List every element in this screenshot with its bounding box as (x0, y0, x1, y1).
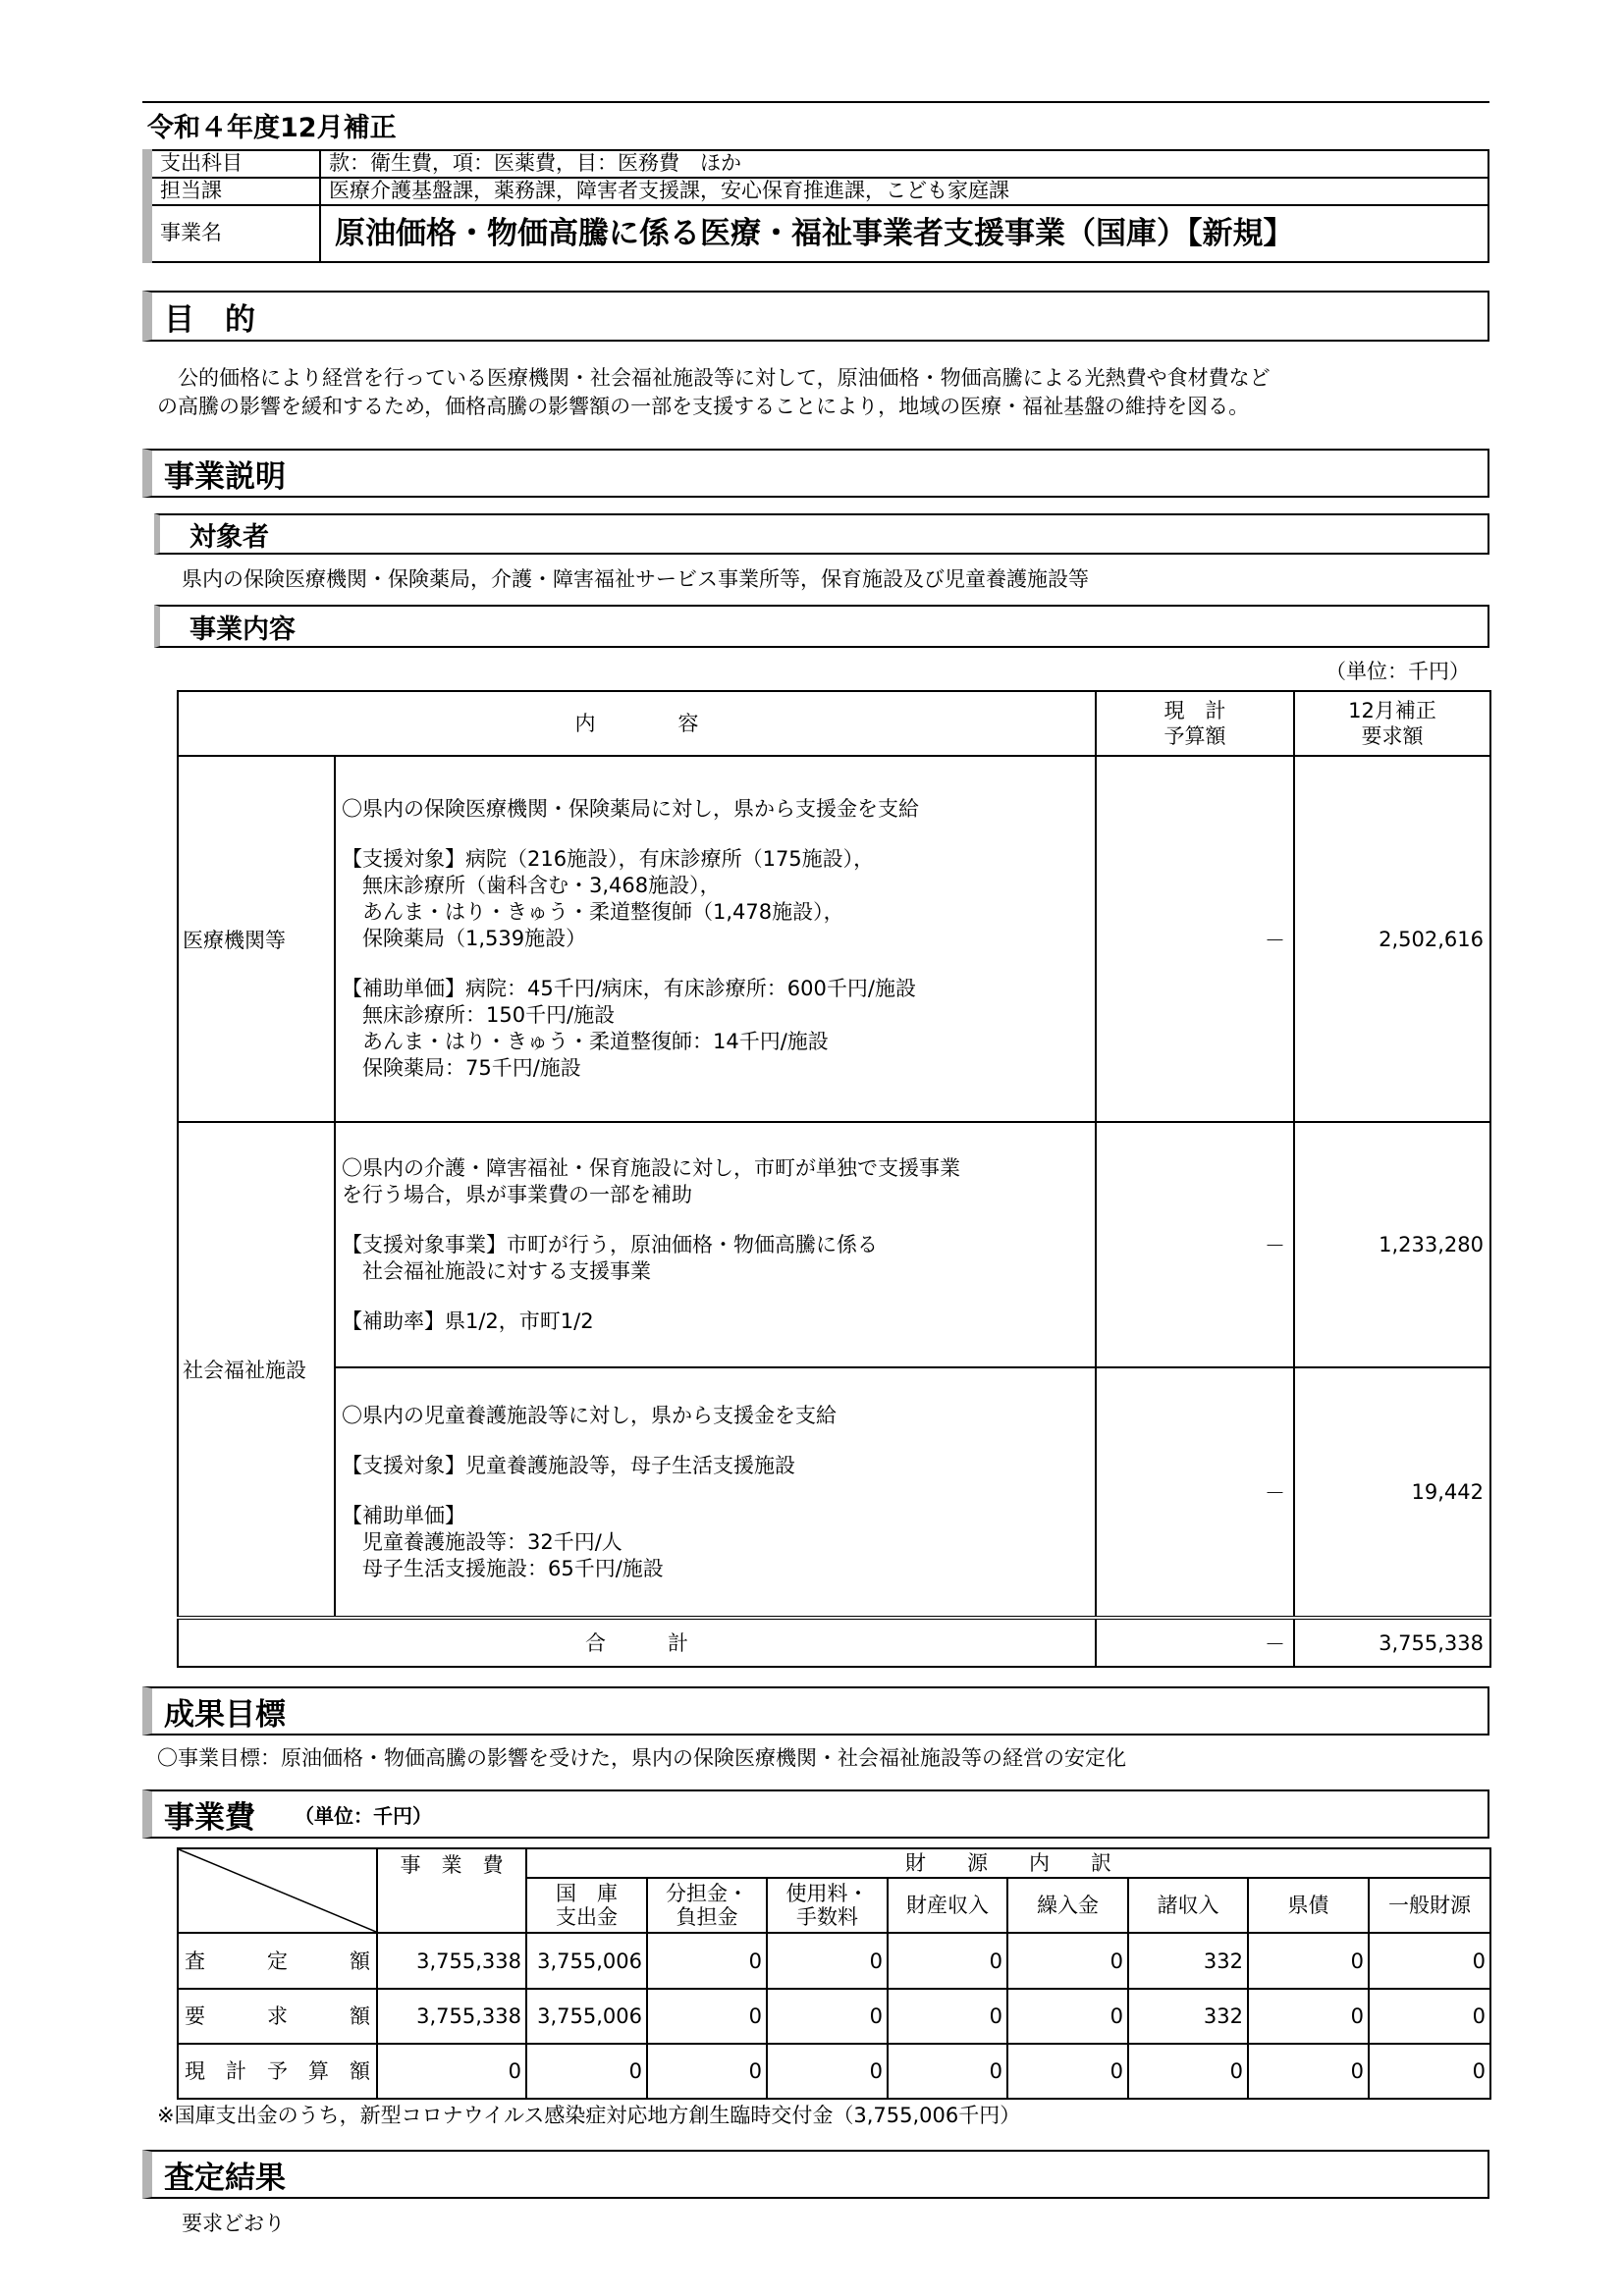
col-request-header-line: 要求額 (1361, 724, 1424, 748)
header-table (142, 149, 1489, 263)
col-header: 一般財源 (1369, 1878, 1490, 1933)
top-rule (142, 101, 1489, 103)
col-header (767, 1878, 888, 1933)
outcome-heading: 成果目標 (142, 1686, 1489, 1735)
cost-value: 0 (647, 2044, 767, 2099)
outcome-text: 〇事業目標：原油価格・物価高騰の影響を受けた，県内の保険医療機関・社会福祉施設等の経営の安定化 (157, 1746, 1126, 1770)
col-header: 財産収入 (888, 1878, 1007, 1933)
col-header-line: 分担金・ (666, 1882, 748, 1905)
cost-value: 332 (1128, 1933, 1248, 1989)
table-row (178, 756, 1490, 1122)
current-budget-cell: － (1096, 1122, 1294, 1367)
cost-value: 0 (767, 2044, 888, 2099)
cost-value: 3,755,006 (526, 1933, 647, 1989)
table-header-row (178, 691, 1490, 756)
cost-value: 0 (1369, 1989, 1490, 2044)
col-header-line: 負担金 (676, 1905, 738, 1929)
header-row (147, 150, 1488, 178)
content-line: を行う場合，県が事業費の一部を補助 (342, 1182, 692, 1206)
col-request-header-line: 12月補正 (1348, 699, 1436, 722)
cost-value: 0 (1128, 2044, 1248, 2099)
cost-total: 0 (377, 2044, 526, 2099)
col-header (526, 1878, 647, 1933)
cost-value: 0 (888, 1989, 1007, 2044)
content-line: あんま・はり・きゅう・柔道整復師（1,478施設）， (342, 900, 844, 924)
cost-total: 3,755,338 (377, 1933, 526, 1989)
result-text: 要求どおり (182, 2212, 285, 2235)
corner-cell (178, 1848, 377, 1933)
content-line: 〇県内の児童養護施設等に対し，県から支援金を支給 (342, 1403, 837, 1427)
header-label: 支出科目 (147, 150, 320, 178)
table-row (178, 1122, 1490, 1367)
content-line: 保険薬局（1,539施設） (342, 927, 587, 950)
category-cell: 社会福祉施設 (178, 1122, 335, 1618)
total-label: 合 計 (178, 1618, 1096, 1667)
cost-value: 0 (1007, 1933, 1128, 1989)
content-cell (335, 1122, 1096, 1367)
cost-total: 3,755,338 (377, 1989, 526, 2044)
total-current: － (1096, 1618, 1294, 1667)
cost-value: 0 (647, 1933, 767, 1989)
request-amount-cell: 19,442 (1294, 1367, 1490, 1618)
content-line: 【支援対象】病院（216施設），有床診療所（175施設）， (342, 847, 875, 871)
col-header: 諸収入 (1128, 1878, 1248, 1933)
col-header: 繰入金 (1007, 1878, 1128, 1933)
cost-table (177, 1847, 1491, 2100)
purpose-text (157, 364, 1271, 421)
col-group-header: 財 源 内 訳 (526, 1848, 1490, 1878)
row-label: 査定額 (178, 1933, 377, 1989)
content-line: 【支援対象】児童養護施設等，母子生活支援施設 (342, 1453, 795, 1477)
category-cell: 医療機関等 (178, 756, 335, 1122)
col-header-line: 手数料 (796, 1905, 858, 1929)
cost-value: 0 (1007, 2044, 1128, 2099)
row-label: 現計予算額 (178, 2044, 377, 2099)
content-line: 児童養護施設等：32千円/人 (342, 1529, 622, 1554)
cost-value: 0 (647, 1989, 767, 2044)
cost-value: 0 (526, 2044, 647, 2099)
table-row (178, 1367, 1490, 1618)
header-label: 担当課 (147, 178, 320, 205)
cost-value: 0 (888, 1933, 1007, 1989)
col-header-line: 国 庫 (556, 1882, 618, 1905)
row-label: 要求額 (178, 1989, 377, 2044)
content-line: 【補助率】県1/2，市町1/2 (342, 1308, 594, 1333)
document-title: 令和４年度12月補正 (147, 113, 397, 143)
cost-value: 0 (888, 2044, 1007, 2099)
project-name: 原油価格・物価高騰に係る医療・福祉事業者支援事業（国庫）【新規】 (320, 205, 1488, 262)
cost-header-row (178, 1848, 1490, 1878)
col-header-line: 支出金 (556, 1905, 618, 1929)
cost-heading (142, 1789, 1489, 1839)
cost-value: 3,755,006 (526, 1989, 647, 2044)
content-heading: 事業内容 (154, 605, 1489, 648)
result-heading: 査定結果 (142, 2150, 1489, 2199)
current-budget-cell: － (1096, 1367, 1294, 1618)
content-line: 【補助単価】病院：45千円/病床，有床診療所：600千円/施設 (342, 977, 916, 1000)
content-cell (335, 1367, 1096, 1618)
cost-heading-label: 事業費 (164, 1799, 255, 1836)
unit-label: （単位：千円） (1325, 660, 1470, 683)
content-line: 〇県内の介護・障害福祉・保育施設に対し，市町が単独で支援事業 (342, 1155, 960, 1180)
col-current-header-line: 予算額 (1163, 724, 1226, 748)
content-line: 無床診療所：150千円/施設 (342, 1003, 616, 1027)
cost-value: 0 (767, 1933, 888, 1989)
content-line: 母子生活支援施設：65千円/施設 (342, 1556, 664, 1580)
cost-value: 0 (1248, 1989, 1369, 2044)
cost-value: 0 (1248, 1933, 1369, 1989)
purpose-line: 公的価格により経営を行っている医療機関・社会福祉施設等に対して，原油価格・物価高騰による光熱費や食材費など (157, 366, 1271, 390)
cost-row (178, 2044, 1490, 2099)
diagonal-line (179, 1849, 376, 1932)
target-heading: 対象者 (154, 513, 1489, 555)
content-line: 【支援対象事業】市町が行う，原油価格・物価高騰に係る (342, 1232, 878, 1256)
cost-unit: （単位：千円） (295, 1803, 432, 1828)
purpose-heading: 目 的 (142, 291, 1489, 342)
cost-value: 332 (1128, 1989, 1248, 2044)
content-line: 【補助単価】 (342, 1503, 465, 1527)
header-label: 事業名 (147, 205, 320, 262)
content-line: 〇県内の保険医療機関・保険薬局に対し，県から支援金を支給 (342, 797, 919, 821)
request-amount-cell: 2,502,616 (1294, 756, 1490, 1122)
content-cell (335, 756, 1096, 1122)
col-header (647, 1878, 767, 1933)
col-content-header: 内 容 (178, 691, 1096, 756)
cost-value: 0 (1369, 1933, 1490, 1989)
cost-note: ※国庫支出金のうち，新型コロナウイルス感染症対応地方創生臨時交付金（3,755,006千円） (157, 2104, 1021, 2127)
header-value: 医療介護基盤課，薬務課，障害者支援課，安心保育推進課，こども家庭課 (320, 178, 1488, 205)
cost-row (178, 1989, 1490, 2044)
cost-value: 0 (767, 1989, 888, 2044)
purpose-line: の高騰の影響を緩和するため，価格高騰の影響額の一部を支援することにより，地域の医療・福祉基盤の維持を図る。 (157, 395, 1250, 418)
cost-row (178, 1933, 1490, 1989)
current-budget-cell: － (1096, 756, 1294, 1122)
col-current-header-line: 現 計 (1163, 699, 1226, 722)
request-amount-cell: 1,233,280 (1294, 1122, 1490, 1367)
col-header: 県債 (1248, 1878, 1369, 1933)
header-row (147, 178, 1488, 205)
cost-value: 0 (1007, 1989, 1128, 2044)
content-line: 社会福祉施設に対する支援事業 (342, 1258, 651, 1283)
target-text: 県内の保険医療機関・保険薬局，介護・障害福祉サービス事業所等，保育施設及び児童養護施設等 (182, 567, 1089, 591)
col-current-header (1096, 691, 1294, 756)
business-content-table (177, 690, 1491, 1668)
description-heading: 事業説明 (142, 449, 1489, 498)
col-request-header (1294, 691, 1490, 756)
content-line: 保険薬局：75千円/施設 (342, 1056, 581, 1080)
total-row (178, 1618, 1490, 1667)
content-line: あんま・はり・きゅう・柔道整復師：14千円/施設 (342, 1030, 829, 1053)
cost-value: 0 (1369, 2044, 1490, 2099)
content-line: 無床診療所（歯科含む・3,468施設）， (342, 874, 721, 897)
cost-value: 0 (1248, 2044, 1369, 2099)
header-value: 款：衛生費，項：医薬費，目：医務費 ほか (320, 150, 1488, 178)
total-request: 3,755,338 (1294, 1618, 1490, 1667)
col-header-line: 使用料・ (785, 1882, 869, 1905)
col-total-header: 事 業 費 (377, 1848, 526, 1933)
header-row (147, 205, 1488, 262)
